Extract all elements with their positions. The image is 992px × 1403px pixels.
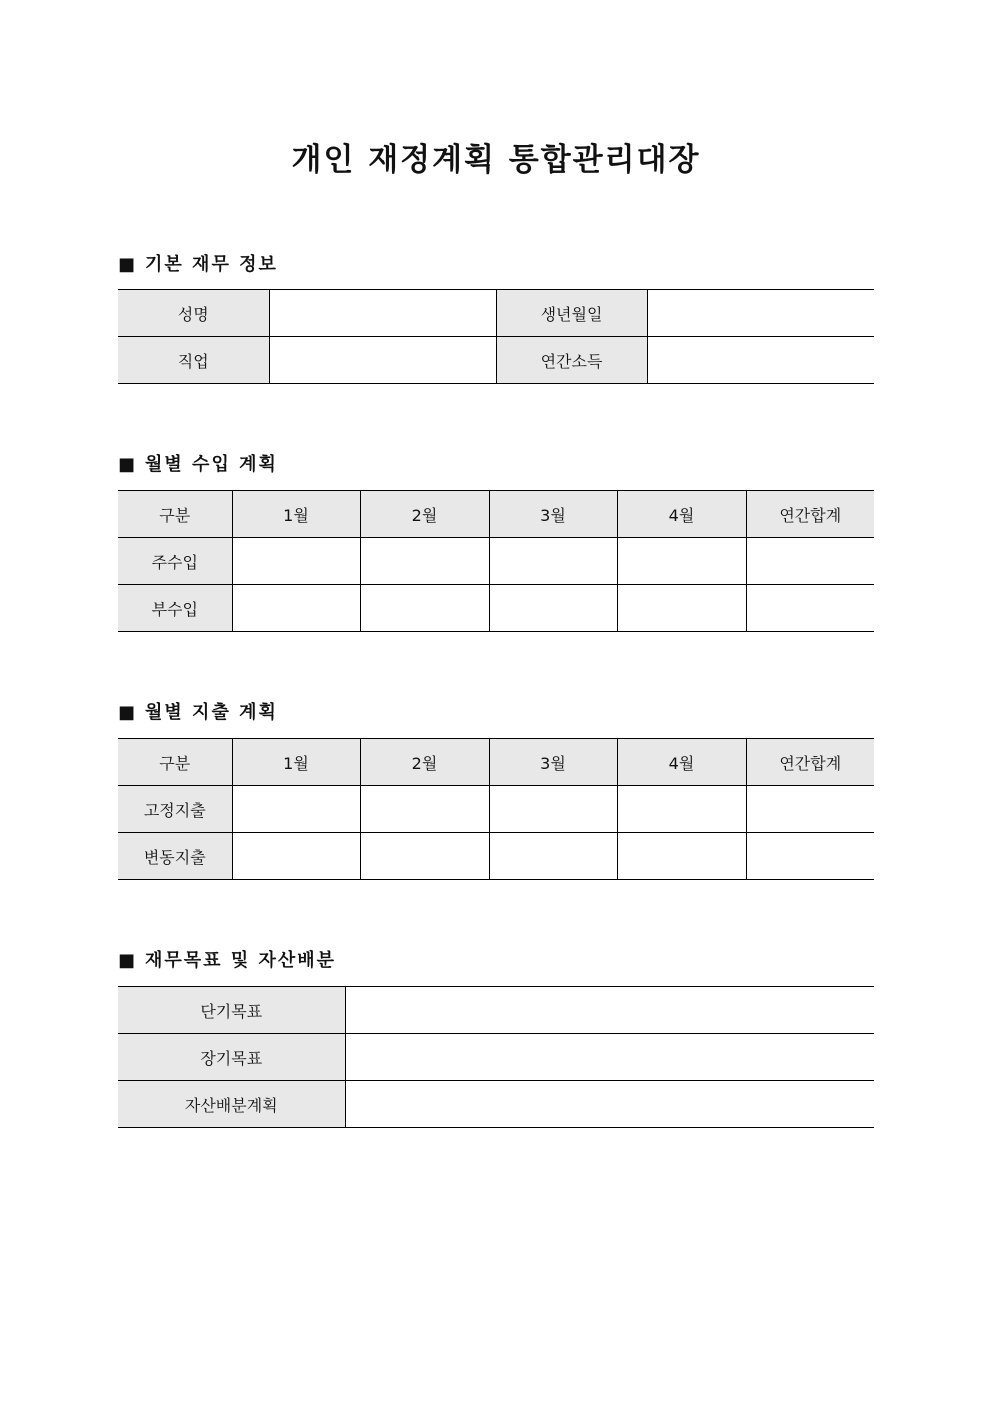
row-label: 변동지출 [118, 833, 232, 880]
income-plan-table [118, 490, 874, 632]
table-header-row [118, 491, 874, 538]
column-header: 4월 [617, 739, 746, 786]
long-term-goal-field[interactable] [345, 1034, 874, 1081]
table-row [118, 538, 874, 585]
table-row [118, 290, 874, 337]
table-header-row [118, 739, 874, 786]
section-heading-text: 월별 수입 계획 [145, 454, 278, 475]
section-heading-goals [118, 949, 336, 973]
column-header: 3월 [489, 491, 617, 538]
table-cell-field[interactable] [489, 538, 617, 585]
table-cell-field[interactable] [232, 833, 360, 880]
annual-income-field[interactable] [647, 337, 874, 384]
column-header: 연간합계 [746, 491, 874, 538]
section-heading-text: 기본 재무 정보 [145, 254, 278, 275]
row-label: 주수입 [118, 538, 232, 585]
expense-plan-table [118, 738, 874, 880]
column-header: 3월 [489, 739, 617, 786]
job-field[interactable] [269, 337, 496, 384]
goals-table [118, 986, 874, 1128]
table-cell-field[interactable] [360, 538, 489, 585]
table-cell-field[interactable] [360, 833, 489, 880]
square-bullet-icon: ■ [118, 950, 138, 971]
section-heading-text: 재무목표 및 자산배분 [145, 950, 337, 971]
name-label: 성명 [118, 290, 269, 337]
asset-allocation-label: 자산배분계획 [118, 1081, 345, 1128]
table-cell-field[interactable] [232, 538, 360, 585]
table-cell-field[interactable] [746, 585, 874, 632]
short-term-goal-field[interactable] [345, 987, 874, 1034]
square-bullet-icon: ■ [118, 254, 138, 275]
row-label: 부수입 [118, 585, 232, 632]
short-term-goal-label: 단기목표 [118, 987, 345, 1034]
section-heading-expense-plan [118, 701, 278, 725]
table-cell-field[interactable] [617, 585, 746, 632]
table-cell-field[interactable] [746, 538, 874, 585]
table-cell-field[interactable] [232, 786, 360, 833]
section-heading-basic-info [118, 253, 278, 277]
column-header: 구분 [118, 491, 232, 538]
square-bullet-icon: ■ [118, 454, 138, 475]
job-label: 직업 [118, 337, 269, 384]
section-heading-text: 월별 지출 계획 [145, 702, 278, 723]
table-cell-field[interactable] [617, 538, 746, 585]
table-cell-field[interactable] [746, 786, 874, 833]
column-header: 4월 [617, 491, 746, 538]
table-row [118, 987, 874, 1034]
document-title: 개인 재정계획 통합관리대장 [291, 142, 701, 178]
birth-date-label: 생년월일 [496, 290, 647, 337]
table-cell-field[interactable] [489, 833, 617, 880]
table-row [118, 1034, 874, 1081]
annual-income-label: 연간소득 [496, 337, 647, 384]
table-cell-field[interactable] [746, 833, 874, 880]
column-header: 연간합계 [746, 739, 874, 786]
column-header: 2월 [360, 739, 489, 786]
table-cell-field[interactable] [489, 585, 617, 632]
table-row [118, 786, 874, 833]
table-row [118, 585, 874, 632]
table-row [118, 337, 874, 384]
column-header: 1월 [232, 491, 360, 538]
column-header: 2월 [360, 491, 489, 538]
table-cell-field[interactable] [617, 833, 746, 880]
column-header: 구분 [118, 739, 232, 786]
column-header: 1월 [232, 739, 360, 786]
table-row [118, 833, 874, 880]
table-cell-field[interactable] [489, 786, 617, 833]
basic-info-table [118, 289, 874, 384]
birth-date-field[interactable] [647, 290, 874, 337]
table-row [118, 1081, 874, 1128]
long-term-goal-label: 장기목표 [118, 1034, 345, 1081]
row-label: 고정지출 [118, 786, 232, 833]
table-cell-field[interactable] [360, 585, 489, 632]
table-cell-field[interactable] [617, 786, 746, 833]
asset-allocation-field[interactable] [345, 1081, 874, 1128]
table-cell-field[interactable] [360, 786, 489, 833]
name-field[interactable] [269, 290, 496, 337]
square-bullet-icon: ■ [118, 702, 138, 723]
section-heading-income-plan [118, 453, 278, 477]
table-cell-field[interactable] [232, 585, 360, 632]
